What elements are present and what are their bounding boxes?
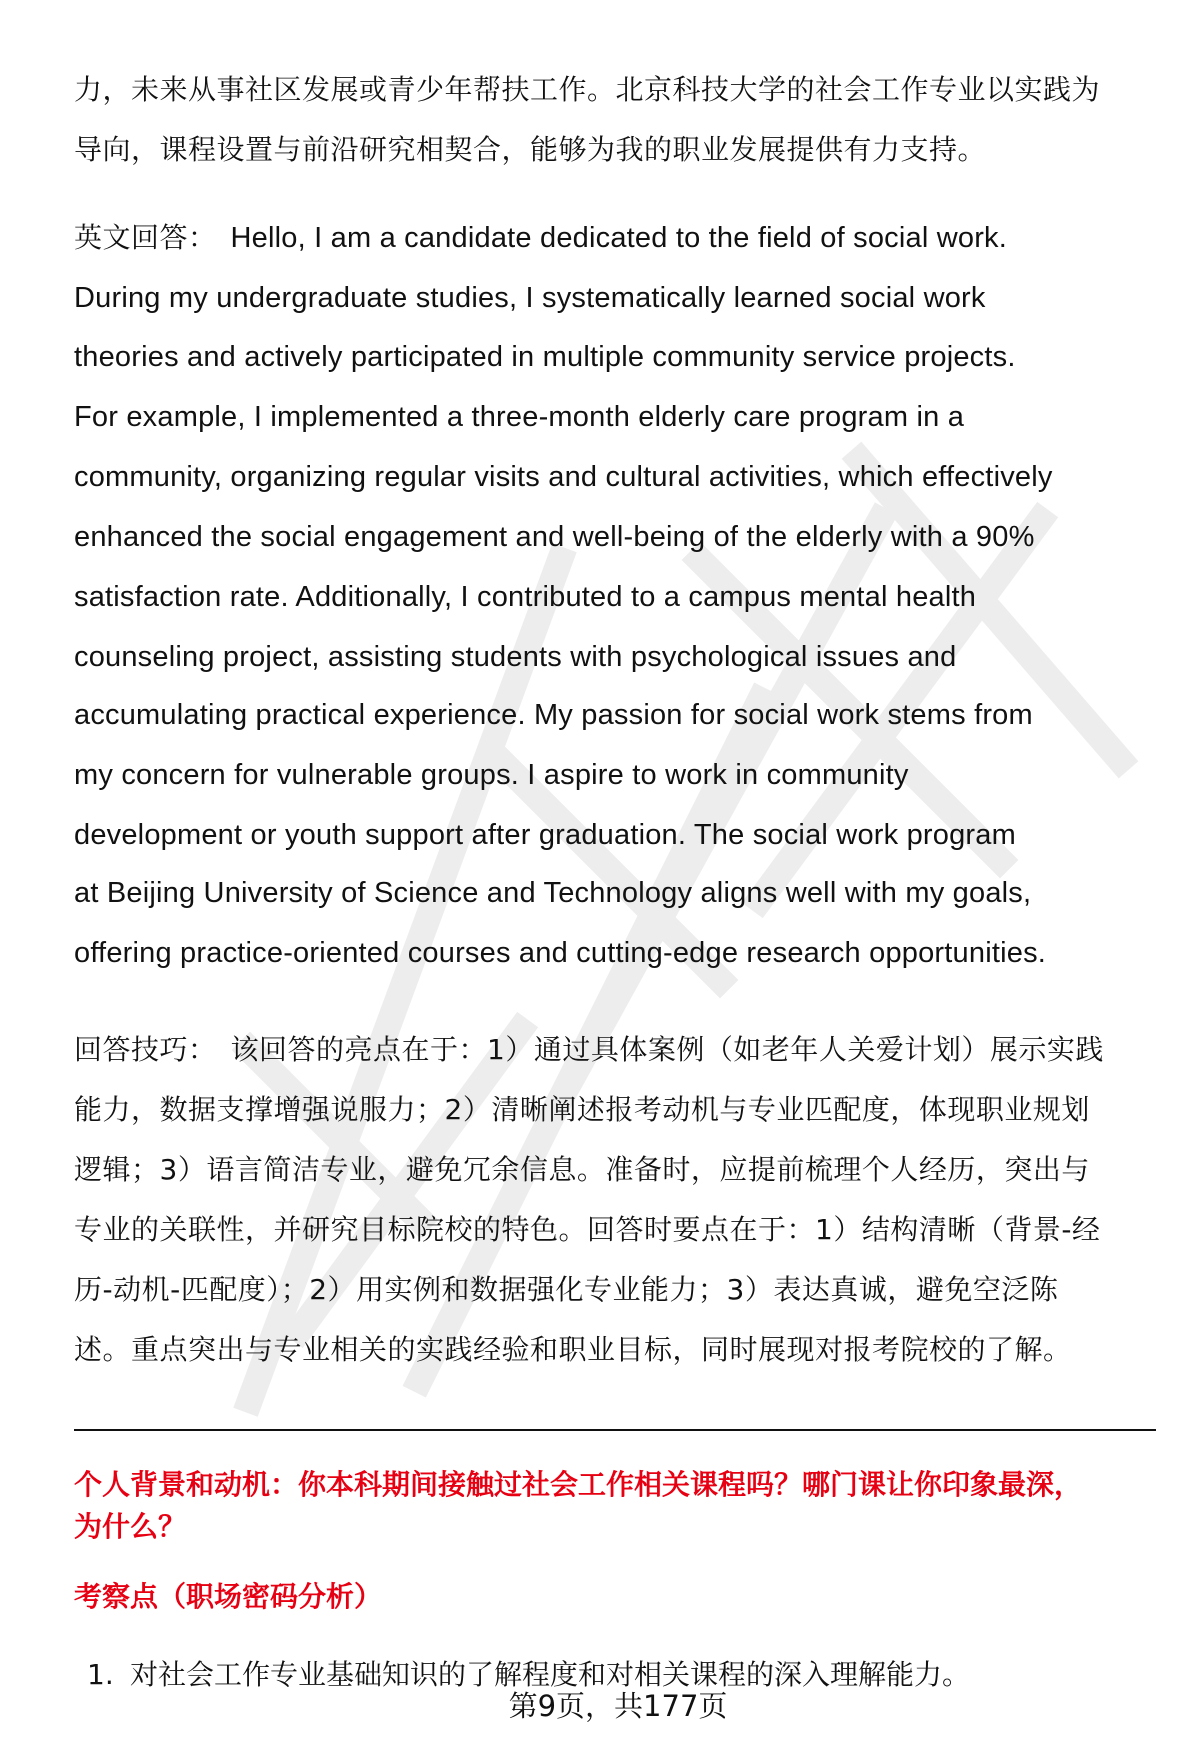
answer-tips-label: 回答技巧： <box>74 1033 217 1066</box>
english-answer-line: community, organizing regular visits and cultural activities, which effectively <box>74 461 1053 493</box>
english-answer-line: satisfaction rate. Additionally, I contributed to a campus mental health <box>74 581 977 613</box>
english-answer-first-line <box>74 218 1007 258</box>
answer-tips-line: 能力，数据支撑增强说服力；2）清晰阐述报考动机与专业匹配度，体现职业规划 <box>74 1093 1090 1126</box>
section-heading: 考察点（职场密码分析） <box>74 1580 383 1613</box>
answer-tips-line: 专业的关联性，并研究目标院校的特色。回答时要点在于：1）结构清晰（背景-经 <box>74 1213 1101 1246</box>
english-answer-line: my concern for vulnerable groups. I aspire to work in community <box>74 759 909 791</box>
answer-tips-first-line <box>74 1030 1104 1070</box>
english-answer-line: accumulating practical experience. My passion for social work stems from <box>74 699 1033 731</box>
answer-tips-text: 该回答的亮点在于：1）通过具体案例（如老年人关爱计划）展示实践 <box>230 1033 1104 1066</box>
list-item-number: 1. <box>87 1658 114 1691</box>
question-title-line: 为什么？ <box>74 1510 187 1543</box>
list-item-text: 对社会工作专业基础知识的了解程度和对相关课程的深入理解能力。 <box>130 1658 971 1691</box>
page-number: 第9页，共177页 <box>508 1689 728 1723</box>
english-answer-line: enhanced the social engagement and well-being of the elderly with a 90% <box>74 521 1035 553</box>
intro-line: 导向，课程设置与前沿研究相契合，能够为我的职业发展提供有力支持。 <box>74 133 987 166</box>
section-divider <box>74 1429 1156 1431</box>
answer-tips-line: 历-动机-匹配度）；2）用实例和数据强化专业能力；3）表达真诚，避免空泛陈 <box>74 1273 1059 1306</box>
question-title-line: 个人背景和动机：你本科期间接触过社会工作相关课程吗？哪门课让你印象最深， <box>74 1468 1083 1501</box>
answer-tips-line: 述。重点突出与专业相关的实践经验和职业目标，同时展现对报考院校的了解。 <box>74 1333 1072 1366</box>
intro-line: 力，未来从事社区发展或青少年帮扶工作。北京科技大学的社会工作专业以实践为 <box>74 73 1101 106</box>
english-answer-line: theories and actively participated in multiple community service projects. <box>74 341 1016 373</box>
english-answer-line: For example, I implemented a three-month elderly care program in a <box>74 401 965 433</box>
english-answer-line: During my undergraduate studies, I systematically learned social work <box>74 282 986 314</box>
english-answer-text: Hello, I am a candidate dedicated to the field of social work. <box>230 222 1008 254</box>
english-answer-line: counseling project, assisting students with psychological issues and <box>74 641 957 673</box>
english-answer-line: at Beijing University of Science and Technology aligns well with my goals, <box>74 877 1032 909</box>
english-answer-line: development or youth support after graduation. The social work program <box>74 819 1016 851</box>
english-answer-line: offering practice-oriented courses and cutting-edge research opportunities. <box>74 937 1047 969</box>
english-answer-label: 英文回答： <box>74 221 217 254</box>
answer-tips-line: 逻辑；3）语言简洁专业，避免冗余信息。准备时，应提前梳理个人经历，突出与 <box>74 1153 1090 1186</box>
